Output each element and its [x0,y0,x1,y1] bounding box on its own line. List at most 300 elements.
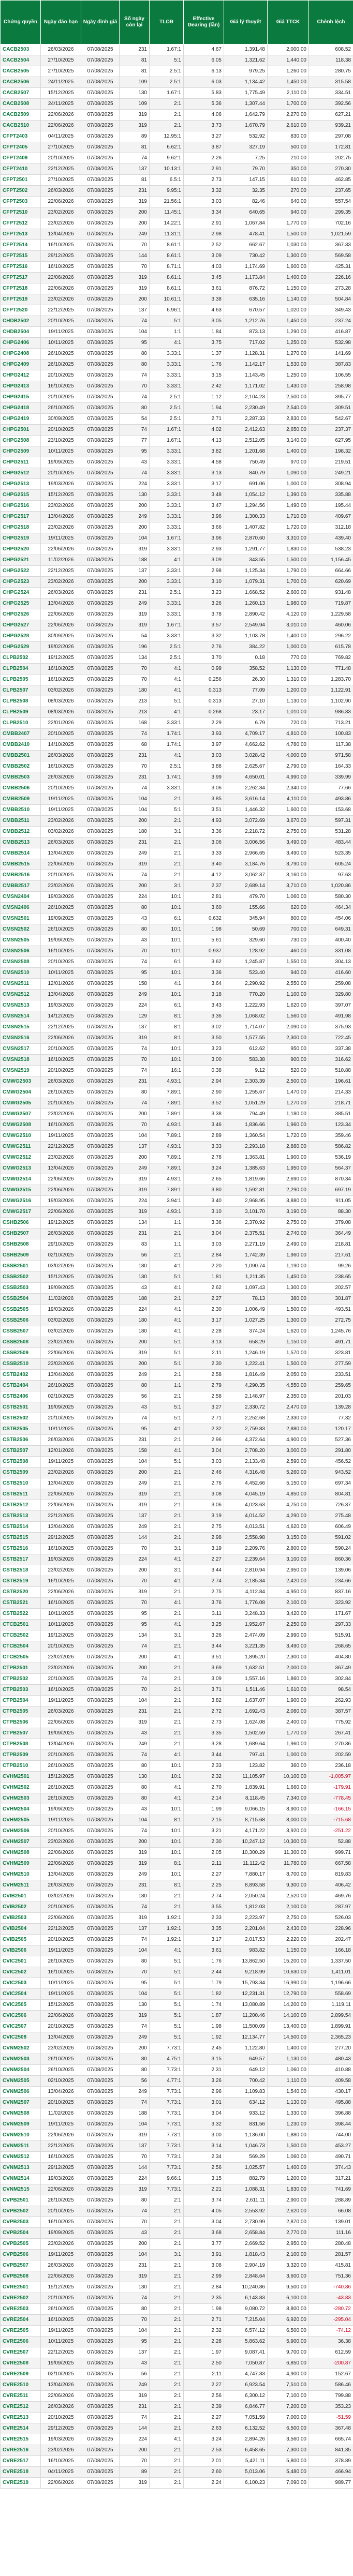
cell-days-remaining: 319 [120,2478,150,2489]
cell-maturity-date: 26/03/2026 [41,751,81,761]
cell-difference: 410.88 [309,2065,353,2076]
cell-maturity-date: 22/06/2026 [41,1185,81,1196]
cell-effective-gearing: 2.44 [184,1967,224,1978]
cell-valuation-date: 07/08/2025 [81,88,120,99]
cell-theoretical-price: 1,079.31 [224,577,268,588]
cell-market-price: 1,000.00 [268,642,309,653]
cell-conversion-ratio: 2.5:1 [150,392,184,403]
cell-difference: 819.83 [309,1869,353,1880]
cell-valuation-date: 07/08/2025 [81,751,120,761]
cell-market-price: 10,300.00 [268,1837,309,1848]
cell-warrant-code: CTPB2505 [1,1706,41,1717]
cell-valuation-date: 07/08/2025 [81,609,120,620]
cell-maturity-date: 26/10/2025 [41,1783,81,1793]
cell-theoretical-price: 78.13 [224,1294,268,1305]
cell-theoretical-price: 1,407.82 [224,522,268,533]
cell-days-remaining: 43 [120,1804,150,1815]
cell-effective-gearing: 3.23 [184,588,224,598]
table-row [1,1066,353,1076]
cell-valuation-date: 07/08/2025 [81,2413,120,2423]
table-row [1,1630,353,1641]
cell-warrant-code: CVNM2511 [1,2141,41,2152]
cell-days-remaining: 74 [120,870,150,881]
cell-effective-gearing: 3.00 [184,2130,224,2141]
cell-warrant-code: CHPG2522 [1,566,41,577]
cell-maturity-date: 19/09/2025 [41,1728,81,1739]
cell-warrant-code: CMBB2502 [1,761,41,772]
table-row [1,1663,353,1674]
table-row [1,1261,353,1272]
cell-conversion-ratio: 7.73:1 [150,2141,184,2152]
table-row [1,1522,353,1533]
cell-valuation-date: 07/08/2025 [81,2423,120,2434]
cell-days-remaining: 249 [120,848,150,859]
cell-theoretical-price: 6,574.12 [224,2326,268,2337]
cell-days-remaining: 319 [120,1174,150,1185]
cell-maturity-date: 20/10/2025 [41,316,81,327]
cell-effective-gearing: 3.50 [184,1033,224,1044]
cell-theoretical-price: 1,812.03 [224,1902,268,1913]
cell-effective-gearing: 3.26 [184,598,224,609]
cell-effective-gearing: 3.26 [184,1630,224,1641]
cell-effective-gearing: 4.58 [184,457,224,468]
cell-effective-gearing: 2.26 [184,153,224,164]
cell-effective-gearing: 3.99 [184,772,224,783]
cell-theoretical-price: 1,895.20 [224,1652,268,1663]
cell-maturity-date: 03/02/2026 [41,827,81,837]
table-row [1,1087,353,1098]
cell-theoretical-price: 1,246.19 [224,1348,268,1359]
cell-conversion-ratio: 2:1 [150,816,184,827]
table-row [1,729,353,740]
cell-conversion-ratio: 7.73:1 [150,2163,184,2174]
cell-market-price: 1,140.00 [268,294,309,305]
cell-warrant-code: CVRE2515 [1,2434,41,2445]
cell-difference: 378.89 [309,2456,353,2467]
cell-difference: 557.54 [309,197,353,207]
table-row [1,805,353,816]
cell-days-remaining: 89 [120,131,150,142]
cell-difference: 464.34 [309,903,353,913]
cell-difference: 280.48 [309,2239,353,2250]
cell-difference: 277.20 [309,2043,353,2054]
cell-conversion-ratio: 2:1 [150,2206,184,2217]
cell-conversion-ratio: 2:1 [150,2456,184,2467]
cell-market-price: 520.00 [268,1066,309,1076]
cell-effective-gearing: 3.44 [184,1750,224,1761]
cell-valuation-date: 07/08/2025 [81,1652,120,1663]
cell-effective-gearing: 2.84 [184,1250,224,1261]
cell-theoretical-price: 9,066.15 [224,1804,268,1815]
cell-market-price: 14,500.00 [268,2032,309,2043]
cell-maturity-date: 20/10/2025 [41,2021,81,2032]
cell-days-remaining: 104 [120,1131,150,1142]
cell-maturity-date: 19/03/2026 [41,1554,81,1565]
table-row [1,1315,353,1326]
cell-market-price: 2,880.00 [268,1142,309,1152]
cell-conversion-ratio: 4:1 [150,1326,184,1337]
cell-conversion-ratio: 10:1 [150,1826,184,1837]
cell-market-price: 700.00 [268,924,309,935]
cell-warrant-code: CHPG2419 [1,414,41,425]
cell-theoretical-price: 583.38 [224,1055,268,1066]
cell-maturity-date: 23/02/2026 [41,1467,81,1478]
cell-warrant-code: CMSN2510 [1,968,41,979]
cell-valuation-date: 07/08/2025 [81,2369,120,2380]
cell-maturity-date: 26/03/2026 [41,1880,81,1891]
cell-effective-gearing: 3.19 [184,1544,224,1554]
cell-conversion-ratio: 5:1 [150,696,184,707]
cell-market-price: 1,500.00 [268,1359,309,1370]
cell-days-remaining: 130 [120,1272,150,1283]
cell-days-remaining: 200 [120,1109,150,1120]
cell-market-price: 1,830.00 [268,2184,309,2195]
cell-difference: 860.36 [309,1554,353,1565]
cell-maturity-date: 02/10/2025 [41,1391,81,1402]
cell-days-remaining: 134 [120,1218,150,1229]
cell-valuation-date: 07/08/2025 [81,1587,120,1598]
cell-market-price: 360.00 [268,1761,309,1772]
cell-valuation-date: 07/08/2025 [81,1000,120,1011]
cell-theoretical-price: 3,028.42 [224,751,268,761]
cell-warrant-code: CSHB2509 [1,1250,41,1261]
cell-maturity-date: 26/10/2025 [41,403,81,414]
cell-warrant-code: CVRE2510 [1,2380,41,2391]
cell-theoretical-price: 1,006.49 [224,1305,268,1315]
table-row [1,1152,353,1163]
cell-maturity-date: 23/02/2026 [41,1565,81,1576]
cell-theoretical-price: 3,101.70 [224,1207,268,1218]
cell-theoretical-price: 4,316.48 [224,1467,268,1478]
cell-conversion-ratio: 3.33:1 [150,501,184,512]
cell-maturity-date: 22/06/2026 [41,2391,81,2402]
cell-warrant-code: CVNM2505 [1,2076,41,2087]
cell-conversion-ratio: 5:1 [150,55,184,66]
cell-market-price: 5,260.00 [268,1467,309,1478]
cell-market-price: 1,500.00 [268,555,309,566]
cell-maturity-date: 02/10/2025 [41,2076,81,2087]
cell-market-price: 2,800.00 [268,1544,309,1554]
cell-conversion-ratio: 2:1 [150,1902,184,1913]
cell-conversion-ratio: 4:1 [150,664,184,675]
table-row [1,1391,353,1402]
cell-warrant-code: CMWG2504 [1,1087,41,1098]
cell-maturity-date: 22/06/2026 [41,273,81,283]
cell-conversion-ratio: 2:1 [150,1229,184,1239]
cell-effective-gearing: 6.13 [184,66,224,77]
table-row [1,555,353,566]
cell-conversion-ratio: 3.33:1 [150,512,184,522]
cell-valuation-date: 07/08/2025 [81,1924,120,1935]
cell-days-remaining: 224 [120,1000,150,1011]
cell-difference: 558.69 [309,1989,353,2000]
cell-warrant-code: CSSB2509 [1,1348,41,1359]
cell-effective-gearing: 3.52 [184,1098,224,1109]
cell-warrant-code: CVRE2503 [1,2304,41,2315]
table-row [1,968,353,979]
cell-effective-gearing: 3.04 [184,1446,224,1457]
cell-valuation-date: 07/08/2025 [81,2098,120,2108]
cell-difference: 66.08 [309,2206,353,2217]
cell-market-price: 1,250.00 [268,338,309,349]
cell-warrant-code: CMBB2510 [1,805,41,816]
cell-market-price: 7,100.00 [268,2391,309,2402]
cell-effective-gearing: 2.58 [184,1391,224,1402]
cell-maturity-date: 26/03/2026 [41,2260,81,2271]
cell-difference: 1,411.01 [309,1967,353,1978]
cell-valuation-date: 07/08/2025 [81,99,120,110]
cell-warrant-code: CMSN2517 [1,1044,41,1055]
cell-valuation-date: 07/08/2025 [81,2337,120,2347]
cell-valuation-date: 07/08/2025 [81,1218,120,1229]
cell-conversion-ratio: 7.73:1 [150,2184,184,2195]
cell-theoretical-price: 1,125.34 [224,566,268,577]
table-row [1,153,353,164]
cell-theoretical-price: 840.79 [224,468,268,479]
cell-effective-gearing: 3.96 [184,512,224,522]
cell-conversion-ratio: 1.92:1 [150,1935,184,1945]
cell-warrant-code: CMBB2501 [1,751,41,761]
cell-difference: 237.24 [309,316,353,327]
cell-difference: 466.94 [309,2467,353,2478]
cell-conversion-ratio: 5:1 [150,2000,184,2011]
table-row [1,707,353,718]
cell-days-remaining: 104 [120,1989,150,2000]
cell-theoretical-price: 1,212.76 [224,316,268,327]
cell-difference: 308.94 [309,479,353,490]
cell-market-price: 1,530.00 [268,360,309,370]
cell-difference: 164.33 [309,761,353,772]
cell-theoretical-price: 1,670.79 [224,121,268,131]
cell-difference: 88.30 [309,1207,353,1218]
cell-market-price: 1,540.00 [268,2087,309,2098]
cell-difference: 387.83 [309,360,353,370]
cell-days-remaining: 70 [120,1544,150,1554]
cell-warrant-code: CHPG2521 [1,555,41,566]
cell-valuation-date: 07/08/2025 [81,2456,120,2467]
cell-theoretical-price: 1,321.62 [224,55,268,66]
cell-difference: 100.83 [309,729,353,740]
cell-valuation-date: 07/08/2025 [81,1359,120,1370]
cell-theoretical-price: 1,692.43 [224,1706,268,1717]
table-row [1,2347,353,2358]
cell-theoretical-price: 8,118.45 [224,1793,268,1804]
table-row [1,913,353,924]
cell-maturity-date: 11/02/2026 [41,1294,81,1305]
cell-days-remaining: 74 [120,2098,150,2108]
cell-days-remaining: 134 [120,1630,150,1641]
cell-market-price: 1,450.00 [268,1272,309,1283]
cell-days-remaining: 74 [120,468,150,479]
cell-difference: 226.16 [309,273,353,283]
cell-market-price: 1,830.00 [268,544,309,555]
table-row [1,2413,353,2423]
cell-effective-gearing: 1.12 [184,392,224,403]
cell-market-price: 1,180.00 [268,1109,309,1120]
cell-valuation-date: 07/08/2025 [81,2021,120,2032]
cell-days-remaining: 200 [120,881,150,892]
cell-theoretical-price: 1,222.93 [224,1000,268,1011]
cell-effective-gearing: 1.94 [184,403,224,414]
cell-difference: 337.38 [309,1044,353,1055]
cell-market-price: 1,270.00 [268,1098,309,1109]
cell-theoretical-price: 358.52 [224,664,268,675]
cell-warrant-code: CACB2507 [1,88,41,99]
cell-market-price: 1,860.00 [268,1674,309,1685]
cell-maturity-date: 10/11/2025 [41,1620,81,1630]
cell-effective-gearing: 3.08 [184,1489,224,1500]
cell-days-remaining: 104 [120,1815,150,1826]
table-row [1,2239,353,2250]
cell-conversion-ratio: 1.67:1 [150,425,184,436]
cell-conversion-ratio: 5:1 [150,1348,184,1359]
cell-effective-gearing: 3.05 [184,316,224,327]
cell-maturity-date: 13/04/2026 [41,1869,81,1880]
cell-theoretical-price: 1,294.56 [224,501,268,512]
cell-maturity-date: 19/11/2025 [41,794,81,805]
cell-warrant-code: CVRE2509 [1,2369,41,2380]
cell-effective-gearing: 1.99 [184,1804,224,1815]
cell-effective-gearing: 3.32 [184,186,224,197]
cell-maturity-date: 10/11/2025 [41,1609,81,1620]
cell-warrant-code: CVPB2504 [1,2228,41,2239]
cell-theoretical-price: 7,051.59 [224,2413,268,2423]
cell-difference: 460.06 [309,620,353,631]
cell-maturity-date: 04/11/2025 [41,2467,81,2478]
cell-warrant-code: CVRE2516 [1,2445,41,2456]
cell-maturity-date: 22/06/2026 [41,1500,81,1511]
cell-market-price: 1,000.00 [268,479,309,490]
cell-days-remaining: 74 [120,1750,150,1761]
cell-valuation-date: 07/08/2025 [81,859,120,870]
cell-valuation-date: 07/08/2025 [81,2032,120,2043]
cell-difference: 491.71 [309,1337,353,1348]
cell-days-remaining: 77 [120,436,150,446]
table-row [1,1413,353,1424]
cell-maturity-date: 22/06/2026 [41,2478,81,2489]
cell-valuation-date: 07/08/2025 [81,1391,120,1402]
cell-maturity-date: 20/10/2025 [41,957,81,968]
table-row [1,338,353,349]
cell-effective-gearing: 2.65 [184,1174,224,1185]
table-row [1,1131,353,1142]
cell-market-price: 7,200.00 [268,2402,309,2413]
table-row [1,1924,353,1935]
table-row [1,186,353,197]
cell-valuation-date: 07/08/2025 [81,501,120,512]
cell-days-remaining: 56 [120,1391,150,1402]
cell-days-remaining: 81 [120,175,150,186]
table-row [1,2119,353,2130]
table-row [1,881,353,892]
cell-conversion-ratio: 4:1 [150,1305,184,1315]
cell-difference: 233.51 [309,1370,353,1381]
cell-theoretical-price: 4,709.17 [224,729,268,740]
cell-market-price: 1,060.00 [268,892,309,903]
cell-valuation-date: 07/08/2025 [81,1022,120,1033]
table-row [1,1609,353,1620]
cell-days-remaining: 180 [120,1326,150,1337]
cell-market-price: 1,900.00 [268,1152,309,1163]
cell-difference: 491.98 [309,1011,353,1022]
cell-conversion-ratio: 3.33:1 [150,598,184,609]
cell-market-price: 2,750.00 [268,827,309,837]
cell-theoretical-price: 1,174.69 [224,262,268,273]
table-row [1,349,353,360]
cell-valuation-date: 07/08/2025 [81,1793,120,1804]
cell-conversion-ratio: 7.73:1 [150,2119,184,2130]
cell-theoretical-price: 6,458.65 [224,2445,268,2456]
cell-valuation-date: 07/08/2025 [81,1348,120,1359]
cell-difference: 702.16 [309,218,353,229]
cell-valuation-date: 07/08/2025 [81,2119,120,2130]
table-row [1,1402,353,1413]
cell-conversion-ratio: 2:1 [150,2228,184,2239]
table-row [1,2293,353,2304]
cell-effective-gearing: 2.11 [184,1348,224,1359]
cell-effective-gearing: 3.77 [184,2239,224,2250]
cell-market-price: 2,740.00 [268,1229,309,1239]
cell-theoretical-price: 1,742.39 [224,1250,268,1261]
cell-warrant-code: CTPB2509 [1,1750,41,1761]
cell-valuation-date: 07/08/2025 [81,1739,120,1750]
cell-maturity-date: 22/01/2026 [41,718,81,729]
cell-difference: 665.74 [309,2434,353,2445]
cell-difference: 400.40 [309,935,353,946]
cell-warrant-code: CTPB2510 [1,1761,41,1772]
cell-difference: 117.38 [309,740,353,751]
cell-days-remaining: 70 [120,946,150,957]
cell-conversion-ratio: 7.73:1 [150,2098,184,2108]
table-row [1,1761,353,1772]
cell-maturity-date: 16/10/2025 [41,1120,81,1131]
cell-effective-gearing: 0.313 [184,685,224,696]
cell-market-price: 460.00 [268,946,309,957]
cell-theoretical-price: 1,201.68 [224,446,268,457]
cell-valuation-date: 07/08/2025 [81,2065,120,2076]
cell-difference: 281.57 [309,2250,353,2260]
cell-effective-gearing: 2.31 [184,2065,224,2076]
cell-maturity-date: 22/06/2026 [41,1489,81,1500]
cell-maturity-date: 20/10/2025 [41,1826,81,1837]
cell-effective-gearing: 2.20 [184,1261,224,1272]
cell-days-remaining: 231 [120,2260,150,2271]
cell-effective-gearing: 2.90 [184,1087,224,1098]
table-row [1,273,353,283]
table-row [1,1696,353,1706]
cell-effective-gearing: 2.37 [184,881,224,892]
cell-conversion-ratio: 2:1 [150,2467,184,2478]
cell-theoretical-price: 2,287.33 [224,414,268,425]
cell-conversion-ratio: 4.93:1 [150,1142,184,1152]
cell-warrant-code: CFPT2512 [1,218,41,229]
cell-warrant-code: CVNM2506 [1,2087,41,2098]
cell-valuation-date: 07/08/2025 [81,1229,120,1239]
cell-conversion-ratio: 9.95:1 [150,186,184,197]
cell-days-remaining: 137 [120,1142,150,1152]
cell-theoretical-price: 9.12 [224,1066,268,1076]
cell-warrant-code: CVNM2502 [1,2043,41,2054]
cell-conversion-ratio: 6.5:1 [150,175,184,186]
cell-difference: 217.61 [309,1250,353,1261]
cell-valuation-date: 07/08/2025 [81,653,120,664]
cell-effective-gearing: 4.12 [184,870,224,881]
cell-conversion-ratio: 2:1 [150,1685,184,1696]
cell-conversion-ratio: 2:1 [150,1728,184,1739]
cell-valuation-date: 07/08/2025 [81,533,120,544]
cell-market-price: 4,810.00 [268,729,309,740]
cell-conversion-ratio: 5:1 [150,1967,184,1978]
